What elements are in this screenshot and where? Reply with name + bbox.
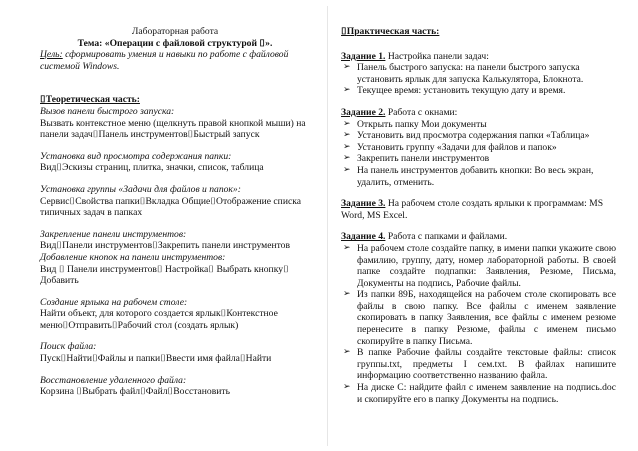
task-bullets: [341, 62, 616, 97]
arrow-bullet-icon: ➢: [343, 118, 351, 129]
practice-heading: ⌷Практическая часть:: [341, 26, 440, 37]
right-column: [341, 0, 616, 405]
bullet-text: Из папки 89Б, находящейся на рабочем столе скопировать все файлы в свою папку. Все файлы с именем заявление скопировать в папку Заявления, все файлы с именем резюме перенесите в папку Резюме, файлы с именем письмо скопируйте в папку Письма.: [357, 289, 616, 347]
theory-block: [40, 151, 310, 174]
task-title: Работа с окнами:: [385, 106, 458, 118]
block-text: Вид ⌷ Панели инструментов⌷ Настройка⌷ Выбрать кнопку⌷ Добавить: [40, 263, 289, 287]
bullet-text: Панель быстрого запуска: на панели быстрого запуска установить ярлык для запуска Калькулятора, Блокнота.: [357, 62, 584, 85]
task-title: На рабочем столе создать ярлыки к программам: MS Word, MS Excel.: [341, 198, 604, 221]
task-bullets: [341, 119, 616, 189]
arrow-bullet-icon: ➢: [343, 164, 351, 175]
task-label: Задание 1.: [341, 50, 386, 62]
bullet-text: На диске С: найдите файл с именем заявление на подпись.doc и скопируйте его в папку Документы на подпись.: [357, 382, 616, 405]
bullet-item: [341, 142, 616, 154]
arrow-bullet-icon: ➢: [343, 130, 351, 141]
block-text: Вид⌷Эскизы страниц, плитка, значки, список, таблица: [40, 162, 264, 174]
goal-label: Цель:: [40, 49, 63, 61]
task-label: Задание 2.: [341, 106, 386, 118]
arrow-bullet-icon: ➢: [343, 141, 351, 152]
bullet-item: [341, 165, 616, 188]
block-text: Вызвать контекстное меню (щелкнуть правой кнопкой мыши) на панели задач⌷Панель инструментов⌷Быстрый запуск: [40, 117, 306, 141]
bullet-text: В папке Рабочие файлы создайте текстовые файлы: список группы.txt, предметы I сем.txt. В файлах напишите информацию соответственно названию файла.: [357, 347, 616, 382]
task-label: Задание 3.: [341, 198, 386, 210]
bullet-text: На панель инструментов добавить кнопки: Во весь экран, удалить, отменить.: [357, 164, 594, 188]
bullet-item: [341, 119, 616, 131]
block-label: Закрепление панели инструментов:: [40, 228, 187, 240]
block-label: Установка группы «Задачи для файлов и папок»:: [40, 183, 241, 195]
arrow-bullet-icon: ➢: [343, 347, 351, 358]
block-text: Корзина ⌷Выбрать файл⌷Файл⌷Восстановить: [40, 386, 230, 398]
block-text: Пуск⌷Найти⌷Файлы и папки⌷Ввести имя файла⌷Найти: [40, 353, 272, 365]
block-label: Добавление кнопок на панели инструментов:: [40, 251, 226, 263]
block-label: Поиск файла:: [40, 341, 97, 353]
bullet-text: Открыть папку Мои документы: [357, 118, 487, 130]
doc-topic: Тема: «Операции с файловой структурой ⌷».: [77, 37, 273, 49]
task-heading: [341, 107, 616, 119]
task-heading: [341, 198, 616, 221]
task-label: Задание 4.: [341, 231, 386, 243]
bullet-text: Установить группу «Задачи для файлов и папок»: [357, 141, 557, 153]
task-4: [341, 231, 616, 405]
block-text: Вид⌷Панели инструментов⌷Закрепить панели инструментов: [40, 240, 291, 252]
bullet-item: [341, 153, 616, 165]
bullet-item: [341, 289, 616, 347]
arrow-bullet-icon: ➢: [343, 242, 351, 253]
block-text: Сервис⌷Свойства папки⌷Вкладка Общие⌷Отображение списка типичных задач в папках: [40, 195, 301, 219]
bullet-text: Текущее время: установить текущую дату и время.: [357, 85, 566, 97]
theory-block: [40, 229, 310, 287]
bullet-item: [341, 347, 616, 382]
arrow-bullet-icon: ➢: [343, 382, 351, 393]
task-bullets: [341, 243, 616, 405]
column-divider: [327, 6, 328, 446]
theory-heading: ⌷Теоретическая часть:: [40, 94, 140, 106]
task-heading: [341, 231, 616, 243]
theory-block: [40, 341, 310, 364]
block-label: Создание ярлыка на рабочем столе:: [40, 296, 188, 308]
arrow-bullet-icon: ➢: [343, 153, 351, 164]
goal: [40, 49, 310, 72]
block-label: Восстановление удаленного файла:: [40, 374, 187, 386]
theory-block: [40, 297, 310, 332]
task-heading: [341, 51, 616, 63]
task-1: [341, 51, 616, 97]
task-title: Работа с папками и файлами.: [385, 231, 508, 243]
theory-block: [40, 375, 310, 398]
task-2: [341, 107, 616, 188]
bullet-item: [341, 62, 616, 85]
goal-text: сформировать умения и навыки по работе с файловой системой Windows.: [40, 49, 289, 72]
arrow-bullet-icon: ➢: [343, 289, 351, 300]
left-column: [40, 0, 310, 398]
bullet-item: [341, 85, 616, 97]
arrow-bullet-icon: ➢: [343, 85, 351, 96]
theory-block: [40, 184, 310, 219]
block-text: Найти объект, для которого создается ярлык⌷Контекстное меню⌷Отправить⌷Рабочий стол (создать ярлык): [40, 308, 278, 331]
bullet-text: На рабочем столе создайте папку, в имени папки укажите свою фамилию, группу, дату, номер лабораторной работы. В своей папке создайте подпапки: Заявления, Резюме, Письма, Документы на подпись, Рабочие файлы.: [357, 242, 616, 289]
bullet-text: Закрепить панели инструментов: [357, 153, 490, 165]
bullet-item: [341, 243, 616, 289]
task-title: Настройка панели задач:: [385, 50, 489, 62]
theory-block: [40, 106, 310, 141]
doc-title: Лабораторная работа: [131, 26, 219, 37]
bullet-item: [341, 130, 616, 142]
bullet-item: [341, 382, 616, 405]
block-label: Вызов панели быстрого запуска:: [40, 105, 175, 117]
arrow-bullet-icon: ➢: [343, 62, 351, 73]
block-label: Установка вид просмотра содержания папки:: [40, 150, 232, 162]
task-3: [341, 198, 616, 221]
bullet-text: Установить вид просмотра содержания папки «Таблица»: [357, 130, 590, 142]
